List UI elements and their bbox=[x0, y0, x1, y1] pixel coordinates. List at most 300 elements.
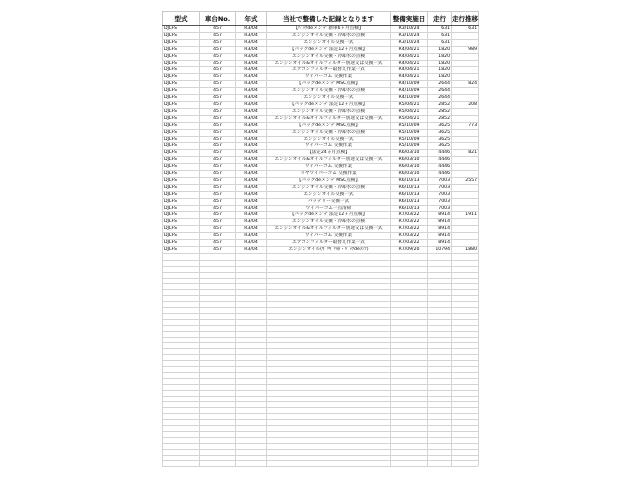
cell-description: エンジンオイル交換・冷却水の点検 bbox=[267, 88, 391, 95]
empty-row-line bbox=[162, 260, 478, 261]
cell-model: DJLFS bbox=[163, 32, 200, 39]
cell-mileage: 4446 bbox=[428, 171, 452, 178]
cell-chassis-no: 457 bbox=[200, 101, 236, 108]
cell-service-date: R4/04/21 bbox=[391, 67, 428, 74]
empty-row-line bbox=[162, 449, 478, 450]
cell-mileage-change bbox=[452, 143, 479, 150]
cell-model: DJLFS bbox=[163, 95, 200, 102]
cell-year: R3/04 bbox=[236, 198, 267, 205]
cell-mileage-change: 631 bbox=[452, 26, 479, 33]
cell-year: R3/04 bbox=[236, 143, 267, 150]
empty-row-line bbox=[162, 366, 478, 367]
cell-description: エンジンオイル交換・冷却水の点検 bbox=[267, 184, 391, 191]
cell-description: 【ﾊﾟｯｸdeメンテ 新車6ヶ月点検】 bbox=[267, 26, 391, 33]
cell-description: 【パックdeメンテ 法定12ヶ月点検】 bbox=[267, 101, 391, 108]
empty-row-line bbox=[162, 466, 478, 467]
cell-chassis-no: 457 bbox=[200, 60, 236, 67]
cell-mileage-change bbox=[452, 233, 479, 240]
cell-year: R3/04 bbox=[236, 129, 267, 136]
cell-model: DJLFS bbox=[163, 171, 200, 178]
cell-chassis-no: 457 bbox=[200, 74, 236, 81]
cell-chassis-no: 457 bbox=[200, 81, 236, 88]
cell-mileage-change bbox=[452, 115, 479, 122]
table-row bbox=[163, 171, 479, 178]
cell-chassis-no: 457 bbox=[200, 226, 236, 233]
cell-model: DJLFS bbox=[163, 115, 200, 122]
cell-model: DJLFS bbox=[163, 136, 200, 143]
cell-description: ワイパーゴム 交換作業 bbox=[267, 233, 391, 240]
cell-service-date: R5/10/09 bbox=[391, 122, 428, 129]
cell-model: DJLFS bbox=[163, 157, 200, 164]
empty-row-line bbox=[162, 443, 478, 444]
cell-mileage-change: 989 bbox=[452, 46, 479, 53]
cell-year: R3/04 bbox=[236, 67, 267, 74]
empty-row-line bbox=[162, 307, 478, 308]
cell-mileage-change bbox=[452, 184, 479, 191]
cell-chassis-no: 457 bbox=[200, 191, 236, 198]
cell-mileage-change bbox=[452, 171, 479, 178]
cell-chassis-no: 457 bbox=[200, 108, 236, 115]
cell-year: R3/04 bbox=[236, 240, 267, 247]
cell-year: R3/04 bbox=[236, 136, 267, 143]
cell-service-date: R5/10/09 bbox=[391, 136, 428, 143]
cell-description: エンジンオイル交換一式 bbox=[267, 39, 391, 46]
cell-mileage: 8914 bbox=[428, 219, 452, 226]
cell-service-date: R5/04/21 bbox=[391, 108, 428, 115]
cell-model: DJLFS bbox=[163, 46, 200, 53]
cell-mileage: 8914 bbox=[428, 240, 452, 247]
cell-service-date: R5/04/21 bbox=[391, 101, 428, 108]
cell-model: DJLFS bbox=[163, 191, 200, 198]
cell-mileage: 7003 bbox=[428, 191, 452, 198]
header-mileage-change: 走行推移 bbox=[452, 12, 479, 26]
table-row bbox=[163, 32, 479, 39]
cell-model: DJLFS bbox=[163, 233, 200, 240]
cell-year: R3/04 bbox=[236, 74, 267, 81]
cell-mileage-change bbox=[452, 219, 479, 226]
cell-year: R3/04 bbox=[236, 53, 267, 60]
cell-model: DJLFS bbox=[163, 26, 200, 33]
cell-mileage-change: 208 bbox=[452, 101, 479, 108]
empty-column-line bbox=[427, 254, 428, 466]
cell-mileage: 7003 bbox=[428, 177, 452, 184]
table-row bbox=[163, 240, 479, 247]
header-year: 年式 bbox=[236, 12, 267, 26]
empty-row-line bbox=[162, 384, 478, 385]
table-row bbox=[163, 67, 479, 74]
cell-chassis-no: 457 bbox=[200, 67, 236, 74]
cell-mileage-change bbox=[452, 67, 479, 74]
cell-year: R3/04 bbox=[236, 219, 267, 226]
cell-service-date: R5/04/21 bbox=[391, 115, 428, 122]
cell-model: DJLFS bbox=[163, 198, 200, 205]
cell-mileage-change bbox=[452, 136, 479, 143]
cell-mileage-change bbox=[452, 60, 479, 67]
cell-model: DJLFS bbox=[163, 60, 200, 67]
cell-mileage: 2852 bbox=[428, 108, 452, 115]
table-row bbox=[163, 198, 479, 205]
table-row bbox=[163, 108, 479, 115]
cell-year: R3/04 bbox=[236, 157, 267, 164]
empty-column-line bbox=[199, 254, 200, 466]
cell-service-date: R7/03/22 bbox=[391, 233, 428, 240]
cell-description: エンジンオイル交換一式 bbox=[267, 136, 391, 143]
cell-mileage: 1820 bbox=[428, 53, 452, 60]
cell-chassis-no: 457 bbox=[200, 212, 236, 219]
cell-mileage-change bbox=[452, 53, 479, 60]
cell-year: R3/04 bbox=[236, 150, 267, 157]
empty-row-line bbox=[162, 272, 478, 273]
cell-chassis-no: 457 bbox=[200, 184, 236, 191]
table-row bbox=[163, 26, 479, 33]
cell-chassis-no: 457 bbox=[200, 177, 236, 184]
empty-column-line bbox=[390, 254, 391, 466]
cell-description: エンジンオイル&オイルフィルター別途又は交換一式 bbox=[267, 226, 391, 233]
cell-service-date: R4/04/21 bbox=[391, 46, 428, 53]
cell-mileage: 1820 bbox=[428, 74, 452, 81]
cell-service-date: R3/10/24 bbox=[391, 39, 428, 46]
cell-service-date: R6/10/13 bbox=[391, 205, 428, 212]
empty-row-line bbox=[162, 278, 478, 279]
empty-grid-area bbox=[162, 254, 478, 466]
cell-mileage: 8914 bbox=[428, 226, 452, 233]
cell-model: DJLFS bbox=[163, 150, 200, 157]
empty-row-line bbox=[162, 372, 478, 373]
empty-row-line bbox=[162, 331, 478, 332]
cell-model: DJLFS bbox=[163, 240, 200, 247]
cell-year: R3/04 bbox=[236, 177, 267, 184]
empty-row-line bbox=[162, 289, 478, 290]
table-row bbox=[163, 226, 479, 233]
cell-mileage-change: 2557 bbox=[452, 177, 479, 184]
table-row bbox=[163, 60, 479, 67]
cell-chassis-no: 457 bbox=[200, 46, 236, 53]
table-row bbox=[163, 101, 479, 108]
cell-mileage: 4446 bbox=[428, 157, 452, 164]
cell-mileage: 8914 bbox=[428, 212, 452, 219]
cell-mileage-change bbox=[452, 129, 479, 136]
cell-mileage: 1820 bbox=[428, 46, 452, 53]
empty-row-line bbox=[162, 460, 478, 461]
cell-service-date: R3/10/24 bbox=[391, 26, 428, 33]
cell-mileage: 4446 bbox=[428, 150, 452, 157]
cell-model: DJLFS bbox=[163, 205, 200, 212]
empty-row-line bbox=[162, 266, 478, 267]
cell-chassis-no: 457 bbox=[200, 233, 236, 240]
table-row bbox=[163, 74, 479, 81]
cell-service-date: R7/03/22 bbox=[391, 226, 428, 233]
cell-mileage-change: 773 bbox=[452, 122, 479, 129]
cell-service-date: R6/10/13 bbox=[391, 198, 428, 205]
cell-description: エンジンオイル&オイルフィルター別途又は交換一式 bbox=[267, 157, 391, 164]
cell-service-date: R7/03/22 bbox=[391, 219, 428, 226]
table-row bbox=[163, 177, 479, 184]
cell-mileage-change bbox=[452, 88, 479, 95]
cell-model: DJLFS bbox=[163, 129, 200, 136]
table-row bbox=[163, 150, 479, 157]
table-row bbox=[163, 39, 479, 46]
cell-year: R3/04 bbox=[236, 88, 267, 95]
cell-mileage: 2852 bbox=[428, 101, 452, 108]
cell-year: R3/04 bbox=[236, 101, 267, 108]
cell-model: DJLFS bbox=[163, 81, 200, 88]
cell-description: エンジンオイル&オイルフィルター別途又は交換一式 bbox=[267, 115, 391, 122]
cell-chassis-no: 457 bbox=[200, 122, 236, 129]
empty-row-line bbox=[162, 425, 478, 426]
header-service-date: 整備実施日 bbox=[391, 12, 428, 26]
cell-mileage: 631 bbox=[428, 39, 452, 46]
cell-year: R3/04 bbox=[236, 95, 267, 102]
cell-year: R3/04 bbox=[236, 212, 267, 219]
cell-description: エンジンオイル交換一式 bbox=[267, 95, 391, 102]
cell-model: DJLFS bbox=[163, 164, 200, 171]
cell-mileage: 3625 bbox=[428, 122, 452, 129]
cell-year: R3/04 bbox=[236, 81, 267, 88]
empty-row-line bbox=[162, 431, 478, 432]
cell-service-date: R6/03/10 bbox=[391, 164, 428, 171]
cell-year: R3/04 bbox=[236, 122, 267, 129]
cell-mileage: 2852 bbox=[428, 115, 452, 122]
empty-row-line bbox=[162, 337, 478, 338]
table-row bbox=[163, 95, 479, 102]
empty-row-line bbox=[162, 283, 478, 284]
cell-model: DJLFS bbox=[163, 219, 200, 226]
cell-year: R3/04 bbox=[236, 60, 267, 67]
cell-chassis-no: 457 bbox=[200, 129, 236, 136]
cell-chassis-no: 457 bbox=[200, 143, 236, 150]
cell-mileage: 7003 bbox=[428, 205, 452, 212]
empty-row-line bbox=[162, 419, 478, 420]
cell-mileage-change bbox=[452, 157, 479, 164]
cell-mileage: 2644 bbox=[428, 88, 452, 95]
table-row bbox=[163, 212, 479, 219]
table-row bbox=[163, 164, 479, 171]
empty-row-line bbox=[162, 360, 478, 361]
table-row bbox=[163, 136, 479, 143]
cell-chassis-no: 457 bbox=[200, 171, 236, 178]
cell-year: R3/04 bbox=[236, 226, 267, 233]
cell-description: エンジンオイル交換・冷却水の点検 bbox=[267, 108, 391, 115]
cell-chassis-no: 457 bbox=[200, 219, 236, 226]
cell-description: エアコンフィルター取替え作業一式 bbox=[267, 67, 391, 74]
empty-row-line bbox=[162, 319, 478, 320]
cell-year: R3/04 bbox=[236, 191, 267, 198]
empty-row-line bbox=[162, 401, 478, 402]
cell-description: エンジンオイル交換・冷却水の点検 bbox=[267, 53, 391, 60]
cell-mileage-change bbox=[452, 226, 479, 233]
cell-service-date: R6/03/10 bbox=[391, 171, 428, 178]
cell-model: DJLFS bbox=[163, 122, 200, 129]
table-row bbox=[163, 191, 479, 198]
cell-mileage-change bbox=[452, 95, 479, 102]
cell-year: R3/04 bbox=[236, 115, 267, 122]
cell-description: ワイパーゴム 交換作業 bbox=[267, 74, 391, 81]
empty-row-line bbox=[162, 325, 478, 326]
cell-description: エンジンオイル(ｷﾞﾘｷﾞﾘ車・ﾊﾟｯｸdeﾒﾝﾃ) bbox=[267, 247, 391, 254]
header-row bbox=[163, 12, 479, 26]
cell-mileage: 8914 bbox=[428, 233, 452, 240]
cell-model: DJLFS bbox=[163, 212, 200, 219]
cell-mileage-change bbox=[452, 74, 479, 81]
cell-chassis-no: 457 bbox=[200, 198, 236, 205]
cell-year: R3/04 bbox=[236, 205, 267, 212]
cell-description: 【パックdeメンテ 法定12ヶ月点検】 bbox=[267, 212, 391, 219]
cell-chassis-no: 457 bbox=[200, 205, 236, 212]
cell-description: 【パックdeメンテ MSC点検】 bbox=[267, 177, 391, 184]
cell-chassis-no: 457 bbox=[200, 247, 236, 254]
cell-model: DJLFS bbox=[163, 101, 200, 108]
cell-model: DJLFS bbox=[163, 108, 200, 115]
cell-chassis-no: 457 bbox=[200, 136, 236, 143]
cell-mileage: 7003 bbox=[428, 184, 452, 191]
cell-service-date: R4/04/21 bbox=[391, 53, 428, 60]
cell-mileage: 3625 bbox=[428, 129, 452, 136]
cell-chassis-no: 457 bbox=[200, 164, 236, 171]
cell-service-date: R4/04/21 bbox=[391, 60, 428, 67]
empty-column-line bbox=[235, 254, 236, 466]
cell-mileage: 7003 bbox=[428, 198, 452, 205]
header-mileage: 走行 bbox=[428, 12, 452, 26]
cell-year: R3/04 bbox=[236, 32, 267, 39]
cell-service-date: R6/10/13 bbox=[391, 191, 428, 198]
empty-column-line bbox=[162, 254, 163, 466]
empty-row-line bbox=[162, 407, 478, 408]
cell-mileage-change: 824 bbox=[452, 81, 479, 88]
cell-mileage: 631 bbox=[428, 26, 452, 33]
cell-mileage-change bbox=[452, 164, 479, 171]
table-row bbox=[163, 219, 479, 226]
cell-description: ワイパーゴム一点清掃 bbox=[267, 205, 391, 212]
table-row bbox=[163, 81, 479, 88]
table-row bbox=[163, 53, 479, 60]
cell-model: DJLFS bbox=[163, 88, 200, 95]
cell-mileage-change: 1880 bbox=[452, 247, 479, 254]
cell-mileage-change: 821 bbox=[452, 150, 479, 157]
table-row bbox=[163, 46, 479, 53]
cell-year: R3/04 bbox=[236, 247, 267, 254]
cell-year: R3/04 bbox=[236, 184, 267, 191]
cell-service-date: R7/03/22 bbox=[391, 212, 428, 219]
table-row bbox=[163, 184, 479, 191]
cell-year: R3/04 bbox=[236, 108, 267, 115]
cell-description: バッテリー交換一式 bbox=[267, 198, 391, 205]
cell-service-date: R6/03/10 bbox=[391, 150, 428, 157]
cell-year: R3/04 bbox=[236, 171, 267, 178]
cell-mileage-change bbox=[452, 191, 479, 198]
empty-row-line bbox=[162, 437, 478, 438]
cell-service-date: R5/10/09 bbox=[391, 143, 428, 150]
empty-row-line bbox=[162, 390, 478, 391]
header-record-description: 当社で整備した記録となります bbox=[267, 12, 391, 26]
empty-row-line bbox=[162, 396, 478, 397]
table-row bbox=[163, 115, 479, 122]
cell-service-date: R7/03/22 bbox=[391, 240, 428, 247]
cell-mileage-change bbox=[452, 205, 479, 212]
cell-chassis-no: 457 bbox=[200, 95, 236, 102]
cell-chassis-no: 457 bbox=[200, 26, 236, 33]
cell-service-date: R4/04/21 bbox=[391, 74, 428, 81]
empty-row-line bbox=[162, 378, 478, 379]
empty-row-line bbox=[162, 313, 478, 314]
maintenance-record-sheet bbox=[162, 11, 478, 466]
cell-mileage-change bbox=[452, 39, 479, 46]
cell-service-date: R4/10/09 bbox=[391, 88, 428, 95]
cell-description: 【法定24ヵ月点検】 bbox=[267, 150, 391, 157]
cell-model: DJLFS bbox=[163, 184, 200, 191]
cell-chassis-no: 457 bbox=[200, 53, 236, 60]
cell-model: DJLFS bbox=[163, 39, 200, 46]
table-row bbox=[163, 205, 479, 212]
cell-description: ワイパーゴム 交換作業 bbox=[267, 143, 391, 150]
header-chassis-no: 車台No. bbox=[200, 12, 236, 26]
table-row bbox=[163, 247, 479, 254]
table-row bbox=[163, 143, 479, 150]
table-row bbox=[163, 233, 479, 240]
cell-mileage-change bbox=[452, 240, 479, 247]
empty-row-line bbox=[162, 455, 478, 456]
record-rows bbox=[163, 26, 479, 254]
cell-chassis-no: 457 bbox=[200, 115, 236, 122]
header-model: 型式 bbox=[163, 12, 200, 26]
cell-model: DJLFS bbox=[163, 74, 200, 81]
empty-row-line bbox=[162, 295, 478, 296]
cell-year: R3/04 bbox=[236, 26, 267, 33]
cell-mileage: 3625 bbox=[428, 143, 452, 150]
empty-row-line bbox=[162, 348, 478, 349]
cell-mileage-change bbox=[452, 198, 479, 205]
cell-model: DJLFS bbox=[163, 226, 200, 233]
cell-mileage: 2644 bbox=[428, 81, 452, 88]
empty-row-line bbox=[162, 342, 478, 343]
cell-mileage: 1820 bbox=[428, 67, 452, 74]
cell-mileage-change bbox=[452, 108, 479, 115]
cell-description: エアコンフィルター取替え作業一式 bbox=[267, 240, 391, 247]
cell-service-date: R4/10/09 bbox=[391, 81, 428, 88]
cell-year: R3/04 bbox=[236, 39, 267, 46]
empty-column-line bbox=[451, 254, 452, 466]
cell-chassis-no: 457 bbox=[200, 32, 236, 39]
cell-chassis-no: 457 bbox=[200, 88, 236, 95]
maintenance-table bbox=[162, 11, 479, 254]
cell-service-date: R3/10/24 bbox=[391, 32, 428, 39]
cell-mileage: 2644 bbox=[428, 95, 452, 102]
cell-mileage: 631 bbox=[428, 32, 452, 39]
cell-year: R3/04 bbox=[236, 46, 267, 53]
cell-description: リヤワイパーゴム 交換作業 bbox=[267, 171, 391, 178]
cell-description: エンジンオイル交換・冷却水の点検 bbox=[267, 219, 391, 226]
cell-mileage-change: 1911 bbox=[452, 212, 479, 219]
cell-service-date: R6/10/13 bbox=[391, 177, 428, 184]
cell-description: エンジンオイル交換・冷却水の点検 bbox=[267, 129, 391, 136]
cell-chassis-no: 457 bbox=[200, 39, 236, 46]
cell-model: DJLFS bbox=[163, 143, 200, 150]
empty-row-line bbox=[162, 354, 478, 355]
cell-mileage: 3625 bbox=[428, 136, 452, 143]
cell-mileage-change bbox=[452, 32, 479, 39]
cell-model: DJLFS bbox=[163, 247, 200, 254]
empty-row-line bbox=[162, 301, 478, 302]
cell-service-date: R6/10/13 bbox=[391, 184, 428, 191]
cell-description: エンジンオイル交換一式 bbox=[267, 191, 391, 198]
cell-service-date: R6/03/10 bbox=[391, 157, 428, 164]
cell-mileage: 10794 bbox=[428, 247, 452, 254]
table-row bbox=[163, 129, 479, 136]
table-row bbox=[163, 88, 479, 95]
cell-model: DJLFS bbox=[163, 53, 200, 60]
cell-description: エンジンオイル交換・冷却水の点検 bbox=[267, 32, 391, 39]
cell-mileage: 4446 bbox=[428, 164, 452, 171]
cell-year: R3/04 bbox=[236, 164, 267, 171]
